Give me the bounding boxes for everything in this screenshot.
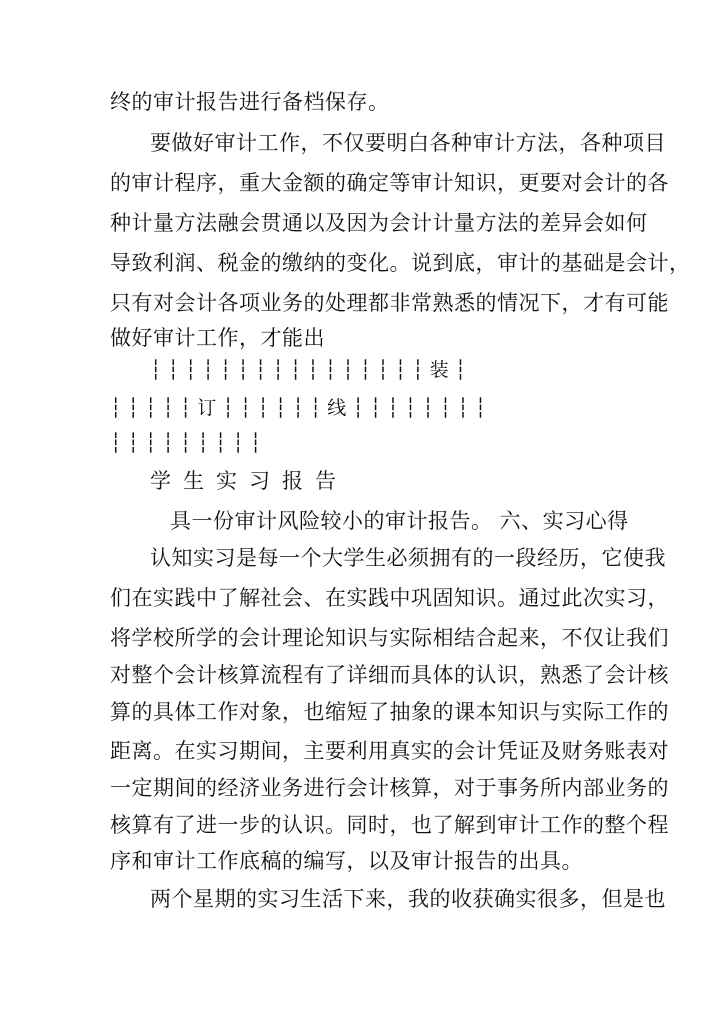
text-line: 终的审计报告进行备档保存。 bbox=[110, 90, 390, 114]
subline: 具一份审计风险较小的审计报告。 六、实习心得 bbox=[170, 509, 629, 533]
body-line: 距离。在实习期间，主要利用真实的会计凭证及财务账表对 bbox=[110, 739, 669, 763]
binding-line: ┆ ┆ ┆ ┆ ┆ ┆ ┆ ┆ ┆ ┆ ┆ ┆ ┆ ┆ ┆ ┆ 装 ┆ bbox=[150, 359, 467, 381]
text-line: 导致利润、税金的缴纳的变化。说到底，审计的基础是会计， bbox=[110, 251, 691, 275]
section-heading: 学生实习报告 bbox=[150, 469, 348, 493]
body-line: 将学校所学的会计理论知识与实际相结合起来，不仅让我们 bbox=[110, 626, 669, 650]
text-line: 的审计程序，重大金额的确定等审计知识，更要对会计的各 bbox=[110, 171, 669, 195]
text-line: 要做好审计工作，不仅要明白各种审计方法，各种项目 bbox=[150, 131, 666, 155]
body-line: 算的具体工作对象，也缩短了抽象的课本知识与实际工作的 bbox=[110, 700, 669, 724]
text-line: 种计量方法融会贯通以及因为会计计量方法的差异会如何 bbox=[110, 211, 648, 235]
body-line: 认知实习是每一个大学生必须拥有的一段经历，它使我 bbox=[150, 546, 666, 570]
body-line: 序和审计工作底稿的编写，以及审计报告的出具。 bbox=[110, 849, 583, 873]
body-line: 一定期间的经济业务进行会计核算，对于事务所内部业务的 bbox=[110, 776, 669, 800]
body-line: 对整个会计核算流程有了详细而具体的认识，熟悉了会计核 bbox=[110, 663, 669, 687]
body-line: 们在实践中了解社会、在实践中巩固知识。通过此次实习， bbox=[110, 586, 669, 610]
body-line: 两个星期的实习生活下来，我的收获确实很多，但是也 bbox=[150, 887, 666, 911]
body-line: 核算有了进一步的认识。同时，也了解到审计工作的整个程 bbox=[110, 813, 669, 837]
binding-line: ┆ ┆ ┆ ┆ ┆ ┆ ┆ ┆ ┆ bbox=[110, 432, 262, 454]
text-line: 做好审计工作，才能出 bbox=[110, 326, 325, 350]
text-line: 只有对会计各项业务的处理都非常熟悉的情况下，才有可能 bbox=[110, 291, 669, 315]
binding-line: ┆ ┆ ┆ ┆ ┆ 订 ┆ ┆ ┆ ┆ ┆ ┆ 线 ┆ ┆ ┆ ┆ ┆ ┆ ┆ ┆ bbox=[110, 397, 487, 419]
